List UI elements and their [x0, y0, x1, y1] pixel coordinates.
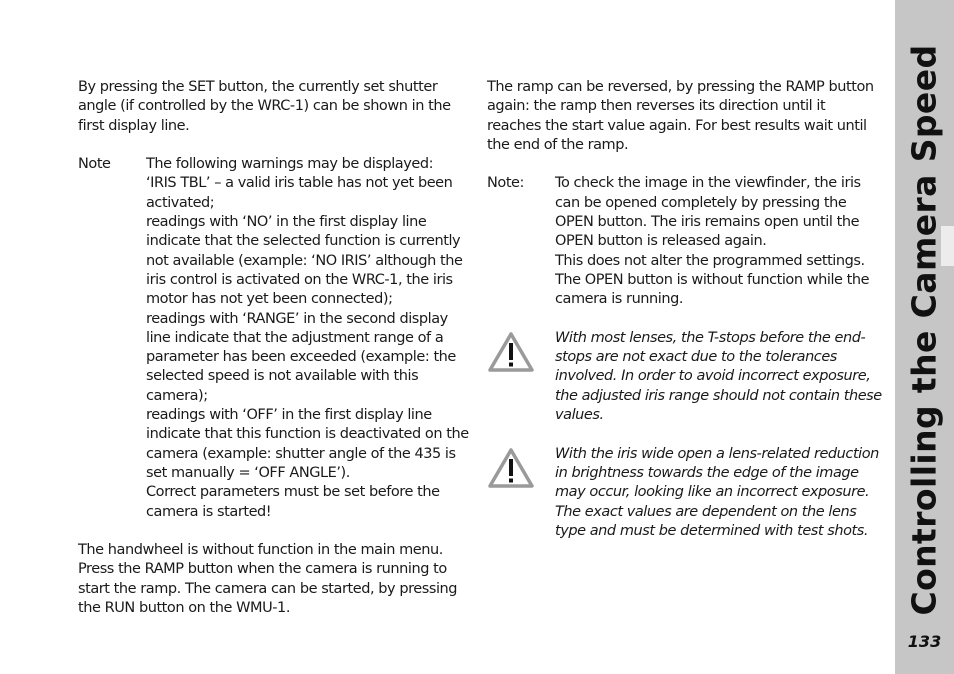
- chapter-title: Controlling the Camera Speed: [904, 44, 944, 616]
- paragraph-ramp-reverse: The ramp can be reversed, by pressing the RAMP button again: the ramp then reverses its direction until it reaches the start value again. For best results wait until the end of the ramp.: [487, 79, 874, 153]
- note-line: readings with ‘RANGE’ in the second display line indicate that the adjustment range of a parameter has been exceeded (example: the selected speed is not available with this camera);: [146, 310, 456, 404]
- warning-text: With most lenses, the T-stops before the end-stops are not exact due to the tolerances involved. In order to avoid incorrect exposure, the adjusted iris range should not contain these values.: [555, 329, 882, 424]
- note-line: The following warnings may be displayed:: [146, 156, 434, 173]
- warning-text: With the iris wide open a lens-related reduction in brightness towards the edge of the image may occur, looking like an incorrect exposure. The exact values are dependent on the lens type and must be determined with test shots.: [555, 445, 879, 539]
- note-line: Correct parameters must be set before the camera is started!: [146, 484, 440, 520]
- note-line: This does not alter the programmed settings.: [555, 252, 865, 269]
- note-label: Note: [78, 156, 111, 173]
- right-column: [487, 78, 882, 541]
- note-body: [146, 155, 473, 522]
- note-body: [555, 174, 882, 309]
- page-number: 133: [907, 632, 942, 651]
- note-label: Note:: [487, 175, 524, 192]
- warning-tstops: [487, 329, 882, 425]
- warning-triangle-icon: [487, 329, 555, 425]
- note-warnings: [78, 155, 473, 522]
- note-line: readings with ‘OFF’ in the first display line indicate that this function is deactivated on the camera (example: shutter angle of the 435 is set manually = ‘OFF ANGLE’).: [146, 407, 469, 481]
- note-line: To check the image in the viewfinder, the iris can be opened completely by pressing the OPEN button. The iris remains open until the OPEN button is released again.: [555, 175, 861, 250]
- warning-brightness: [487, 445, 882, 541]
- note-open-button: [487, 174, 882, 309]
- paragraph-set-button: By pressing the SET button, the currently set shutter angle (if controlled by the WRC-1) can be shown in the first display line.: [78, 79, 451, 134]
- note-line: readings with ‘NO’ in the first display line indicate that the selected function is currently not available (example: ‘NO IRIS’ although the iris control is activated on the WRC-1, the iris motor has not yet been connected);: [146, 214, 463, 308]
- warning-triangle-icon: [487, 445, 555, 541]
- paragraph-handwheel: The handwheel is without function in the main menu. Press the RAMP button when the camera is running to start the ramp. The camera can be started, by pressing the RUN button on the WMU-1.: [78, 542, 458, 617]
- left-column: [78, 78, 473, 618]
- note-line: The OPEN button is without function while the camera is running.: [555, 271, 870, 308]
- note-line: ‘IRIS TBL’ – a valid iris table has not yet been activated;: [146, 175, 453, 211]
